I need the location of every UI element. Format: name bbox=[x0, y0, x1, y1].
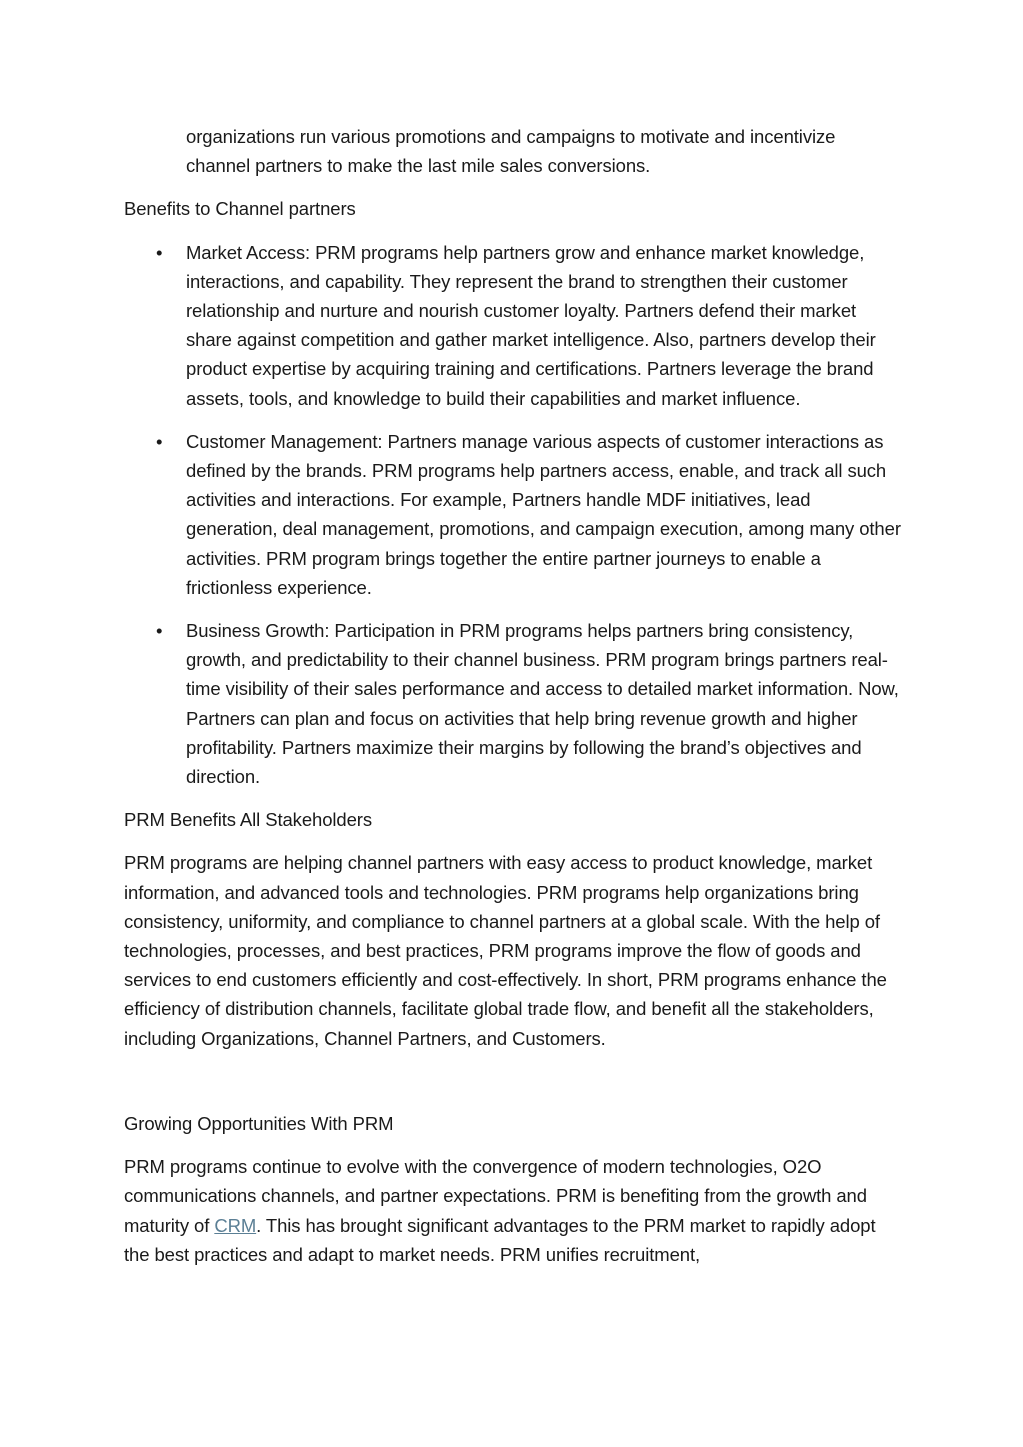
growing-text-before-link: PRM programs continue to evolve with the convergence of modern technologies, O2O communications channels, and partner expectations. PRM is benefiting from the growth and maturity of bbox=[124, 1156, 867, 1236]
growing-heading: Growing Opportunities With PRM bbox=[124, 1112, 394, 1134]
list-item bbox=[124, 427, 904, 602]
list-item bbox=[124, 238, 904, 413]
benefits-heading: Benefits to Channel partners bbox=[124, 198, 356, 220]
growing-text-after-link: . This has brought significant advantages to the PRM market to rapidly adopt the best practices and adapt to market needs. PRM unifies recruitment, bbox=[124, 1214, 876, 1265]
list-item bbox=[124, 616, 904, 791]
bullet-icon: • bbox=[156, 430, 163, 452]
bullet-icon: • bbox=[156, 620, 163, 642]
section-spacer bbox=[124, 1067, 904, 1109]
growing-paragraph bbox=[124, 1152, 904, 1269]
list-item-text: Customer Management: Partners manage various aspects of customer interactions as defined by the brands. PRM programs help partners access, enable, and track all such activities and interactions. For example, Partners handle MDF initiatives, lead generation, deal management, promotions, and campaign execution, among many other activities. PRM program brings together the entire partner journeys to enable a frictionless experience. bbox=[186, 430, 901, 598]
intro-continuation-paragraph: organizations run various promotions and campaigns to motivate and incentivize channel partners to make the last mile sales conversions. bbox=[186, 126, 836, 177]
stakeholders-paragraph: PRM programs are helping channel partners with easy access to product knowledge, market information, and advanced tools and technologies. PRM programs help organizations bring consistency, uniformity, and compliance to channel partners at a global scale. With the help of technologies, processes, and best practices, PRM programs improve the flow of goods and services to end customers efficiently and cost-effectively. In short, PRM programs enhance the efficiency of distribution channels, facilitate global trade flow, and benefit all the stakeholders, including Organizations, Channel Partners, and Customers. bbox=[124, 852, 887, 1049]
stakeholders-heading: PRM Benefits All Stakeholders bbox=[124, 809, 372, 831]
list-item-text: Business Growth: Participation in PRM programs helps partners bring consistency, growth, and predictability to their channel business. PRM program brings partners real-time visibility of their sales performance and access to detailed market information. Now, Partners can plan and focus on activities that help bring revenue growth and higher profitability. Partners maximize their margins by following the brand’s objectives and direction. bbox=[186, 620, 899, 788]
crm-link[interactable]: CRM bbox=[214, 1214, 257, 1236]
list-item-text: Market Access: PRM programs help partners grow and enhance market knowledge, interactions, and capability. They represent the brand to strengthen their customer relationship and nurture and nourish customer loyalty. Partners defend their market share against competition and gather market intelligence. Also, partners develop their product expertise by acquiring training and certifications. Partners leverage the brand assets, tools, and knowledge to build their capabilities and market influence. bbox=[186, 241, 876, 409]
document-page bbox=[124, 122, 904, 1283]
benefits-list bbox=[124, 238, 904, 792]
bullet-icon: • bbox=[156, 241, 163, 263]
